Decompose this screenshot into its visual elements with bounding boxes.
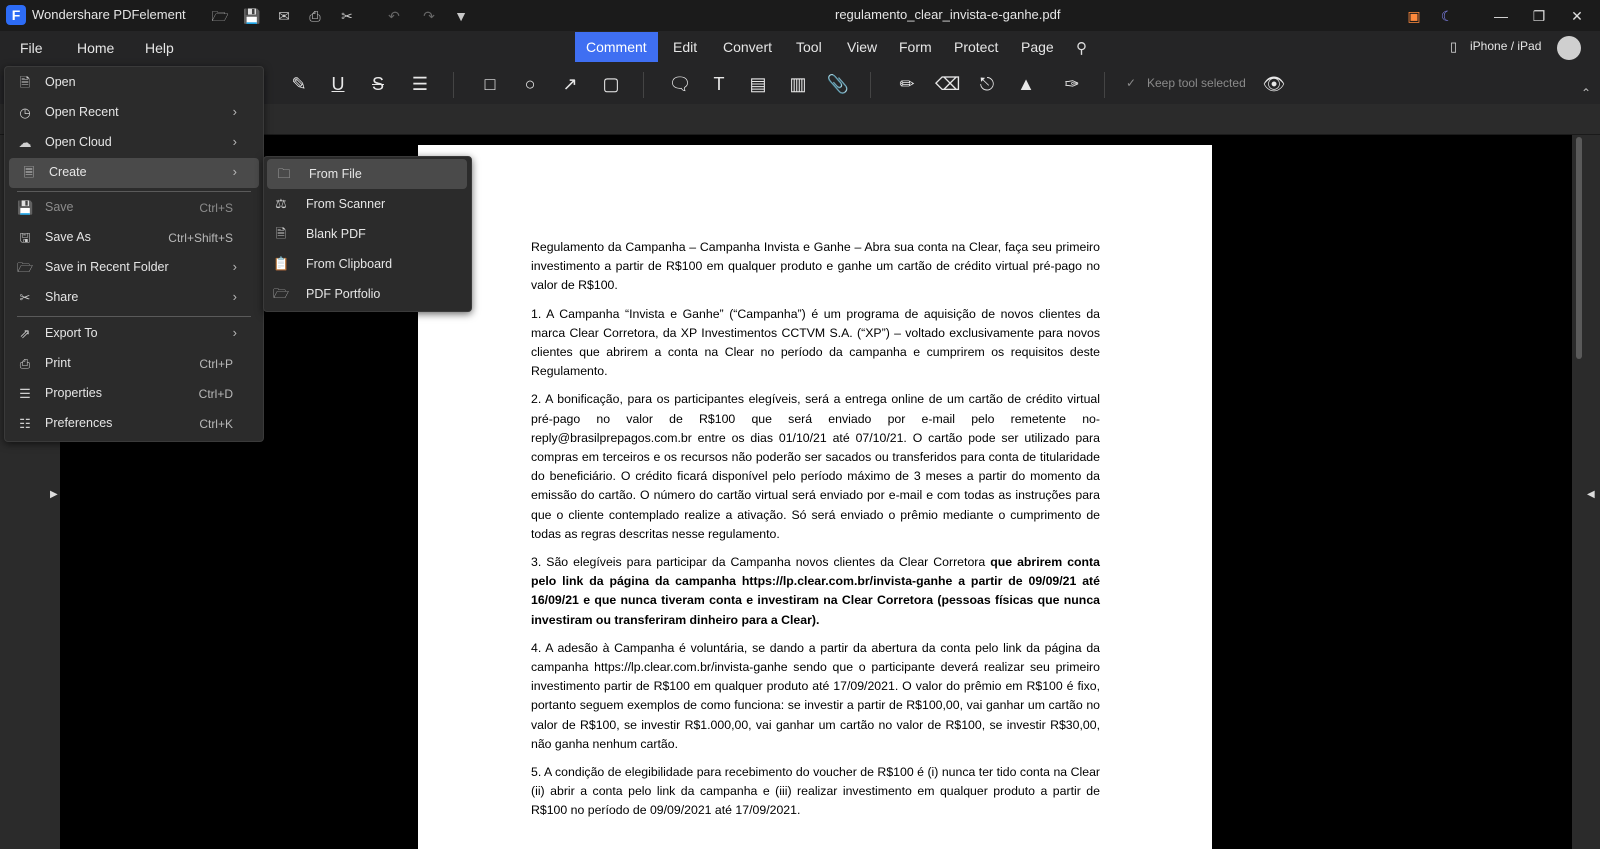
menu-item-export-to[interactable] [5,319,263,349]
chevron-right-icon: › [232,325,237,340]
open-folder-icon: 🗁 [273,286,290,301]
open-file-icon: 🗎 [19,75,31,90]
menu-item-label: Properties [45,386,102,400]
app-logo: F [6,5,26,25]
avatar[interactable] [1557,36,1581,60]
tab-page[interactable]: Page [1021,39,1054,55]
maximize-icon[interactable]: ❐ [1532,8,1546,24]
paragraph-4: 4. A adesão à Campanha é voluntária, se dando a partir da abertura da conta pelo link da página da campanha https://lp.clear.com.br/invista-ganhe sendo que o participante deverá realizar seu primeiro investimento partir de R$100 em qualquer produto até 17/09/2021. O valor do prêmio em R$100 é fixo, portanto seguem exemplos de como funciona: se investir a partir de R$100,00, vai ganhar um cartão no valor de R$100, se investir R$1.000,00, vai ganhar um cartão no valor de R$100, se investir R$30,00, não ganha nenhum cartão. [531,640,1100,751]
submenu-item-label: Blank PDF [306,227,366,241]
strikethrough-icon[interactable]: S [371,74,384,94]
tab-comment[interactable]: Comment [575,32,658,62]
chevron-right-icon: › [232,134,237,149]
minimize-icon[interactable]: — [1494,8,1508,24]
create-submenu [263,156,472,312]
chevron-right-icon: › [232,259,237,274]
menu-item-properties[interactable] [5,379,263,409]
share-icon[interactable]: ✂ [341,8,353,24]
paragraph-intro: Regulamento da Campanha – Campanha Invista e Ganhe – Abra sua conta na Clear, faça seu primeiro investimento a partir de R$100 em qualquer produto e ganhe um cartão de crédito virtual pré-pago no valor de R$100. [531,240,1100,293]
submenu-item-from-file[interactable] [267,159,467,189]
save-icon: 💾 [17,200,34,215]
tab-convert[interactable]: Convert [723,39,773,55]
menu-item-label: Save [45,200,74,214]
arrow-icon[interactable]: ↗ [562,74,578,94]
circle-icon[interactable]: ○ [524,74,536,94]
menu-item-label: Print [45,356,71,370]
note-icon[interactable]: 🗨 [668,74,692,94]
menu-item-shortcut: Ctrl+S [199,201,233,215]
menu-item-label: Save in Recent Folder [45,260,169,274]
submenu-item-label: From Scanner [306,197,386,211]
open-folder-icon[interactable]: 🗁 [211,8,229,24]
menu-item-label: Create [49,165,87,179]
export-icon: ⇗ [19,326,31,341]
menu-item-label: Open [45,75,76,89]
text-callout-icon[interactable]: ▥ [789,74,807,94]
dropdown-icon[interactable]: ▼ [454,8,468,24]
textbox-icon[interactable]: ▤ [749,74,767,94]
menu-item-shortcut: Ctrl+Shift+S [168,231,233,245]
blank-page-icon: 🗎 [275,226,287,241]
save-icon[interactable]: 💾 [243,8,261,24]
highlight-icon[interactable]: ✎ [291,74,307,94]
submenu-item-from-clipboard[interactable] [264,249,471,279]
submenu-item-label: PDF Portfolio [306,287,381,301]
create-icon: 🗏 [23,165,35,180]
toolbar-separator [643,72,644,98]
close-icon[interactable]: ✕ [1571,8,1583,24]
menu-item-shortcut: Ctrl+K [199,417,233,431]
notification-icon[interactable]: ▣ [1407,8,1421,24]
menu-item-open[interactable] [5,68,263,98]
shape-dropdown-icon[interactable]: ▢ [602,74,620,94]
scanner-icon: ⚖ [275,196,287,211]
chevron-right-icon: › [232,104,237,119]
phone-icon: ▯ [1450,39,1458,54]
menu-item-create[interactable] [9,158,259,188]
menu-item-preferences[interactable] [5,409,263,439]
tab-protect[interactable]: Protect [954,39,999,55]
menu-item-label: Open Cloud [45,135,112,149]
menu-item-label: Save As [45,230,91,244]
menu-item-print[interactable] [5,349,263,379]
menu-item-open-cloud[interactable] [5,128,263,158]
collapse-icon[interactable]: ⌃ [1581,86,1592,100]
menu-item-save-in-recent-folder[interactable] [5,253,263,283]
text-align-icon[interactable]: ☰ [411,74,429,94]
folder-save-icon: 🗁 [17,260,34,275]
redo-icon[interactable]: ↷ [423,8,435,24]
text-tool-icon[interactable]: T [713,74,725,94]
tab-form[interactable]: Form [899,39,932,55]
submenu-item-label: From File [309,167,362,181]
underline-icon[interactable]: U [331,74,345,94]
menu-item-label: Preferences [45,416,113,430]
dark-mode-icon[interactable]: ☾ [1440,8,1454,24]
menu-item-label: Export To [45,326,98,340]
toolbar-separator [1104,72,1105,98]
menu-item-label: Share [45,290,79,304]
sliders-icon: ☷ [19,416,31,431]
expand-right-panel-icon[interactable]: ◀ [1587,489,1595,500]
folder-icon: 🗀 [277,166,291,181]
mail-icon[interactable]: ✉ [278,8,290,24]
cloud-icon: ☁ [18,135,32,150]
menu-item-open-recent[interactable] [5,98,263,128]
paragraph-3-normal: 3. São elegíveis para participar da Campanha novos clientes da Clear Corretora [531,555,991,570]
paragraph-3 [531,553,1100,630]
print-icon[interactable]: ⎙ [309,8,321,24]
paragraph-1: 1. A Campanha “Invista e Ganhe” (“Campanha”) é um programa de aquisição de novos clientes da marca Clear Corretora, da XP Investimentos CCTVM S.A. (“XP”) – voltado exclusivamente para novos clientes que abrirem a conta na Clear no período da campanha e cumprirem os requisitos deste Regulamento. [531,306,1100,379]
menu-help[interactable]: Help [145,40,174,56]
undo-icon[interactable]: ↶ [388,8,400,24]
list-icon: ☰ [19,386,31,401]
stamp-dropdown-icon[interactable]: ▲ [1017,74,1035,94]
signature-icon[interactable]: ✑ [1064,74,1080,94]
submenu-item-pdf-portfolio[interactable] [264,279,471,309]
menu-separator [17,316,251,317]
menu-home[interactable]: Home [77,40,115,56]
tab-view[interactable]: View [847,39,878,55]
eraser-icon[interactable]: ⌫ [935,74,961,94]
rectangle-icon[interactable]: □ [484,74,496,94]
vertical-scrollbar[interactable] [1576,137,1582,359]
stamp-icon[interactable]: ⎋ [979,74,995,94]
paragraph-5: 5. A condição de elegibilidade para recebimento do voucher de R$100 é (i) nunca ter tido conta na Clear (ii) abrir a conta pelo link da campanha e (iii) realizar investimento em qualquer produto a partir de R$100 no período de 09/09/2021 até 17/09/2021. [531,765,1100,818]
tab-tool[interactable]: Tool [796,39,822,55]
menu-item-save-as[interactable] [5,223,263,253]
menu-file[interactable]: File [20,40,43,56]
toolbar-separator [870,72,871,98]
submenu-item-blank-pdf[interactable] [264,219,471,249]
toolbar-separator [453,72,454,98]
menu-item-shortcut: Ctrl+P [199,357,233,371]
expand-left-panel-icon[interactable]: ▶ [50,489,58,500]
eye-icon[interactable]: 👁 [1262,74,1286,94]
document-title: regulamento_clear_invista-e-ganhe.pdf [835,7,1061,22]
document-text [531,238,1100,830]
check-icon[interactable]: ✓ [1126,76,1137,90]
search-icon[interactable]: ⚲ [1076,40,1087,57]
menu-separator [17,191,251,192]
attachment-icon[interactable]: 📎 [826,74,850,94]
submenu-item-from-scanner[interactable] [264,189,471,219]
tab-edit[interactable]: Edit [673,39,698,55]
pencil-icon[interactable]: ✏ [899,74,915,94]
device-button[interactable]: iPhone / iPad [1470,39,1542,53]
clipboard-icon: 📋 [273,256,290,271]
title-bar [0,0,1600,31]
paragraph-2: 2. A bonificação, para os participantes elegíveis, será a entrega online de um cartão de crédito virtual pré-pago no valor de R$100 que será enviado por e-mail pelo remetente no-reply@brasilprepagos.com.br entre os dias 01/10/21 até 07/10/21. O cartão pode ser utilizado para compras em terceiros e os recursos não poderão ser sacados ou transferidos para conta de titularidade do beneficiário. O crédito ficará disponível pelo período máximo de 3 meses a partir do momento da emissão do cartão. O número do cartão virtual será enviado por e-mail e com todas as instruções para que o cliente contemplado realize a ativação. Só será enviado o prêmio mediante o cumprimento de todas as regras descritas nesse regulamento. [531,392,1100,541]
save-as-icon: 🖫 [19,230,31,245]
clock-icon: ◷ [19,105,31,120]
submenu-item-label: From Clipboard [306,257,393,271]
file-menu [4,66,264,442]
menu-item-share[interactable] [5,283,263,313]
keep-tool-selected-toggle[interactable]: Keep tool selected [1147,76,1246,90]
print-icon: ⎙ [19,356,31,371]
share-icon: ✂ [19,290,31,305]
chevron-right-icon: › [232,164,237,179]
paragraph-3-bold: que abrirem conta pelo link da página da campanha https://lp.clear.com.br/invista-ganhe a partir de 09/09/21 até 16/09/21 e que nunca tiveram conta e investiram na Clear Corretora (pessoas físicas que nunca investiram ou transferiram dinheiro para a Clear). [531,555,1100,627]
menu-item-save[interactable] [5,193,263,223]
menu-item-shortcut: Ctrl+D [198,387,233,401]
chevron-right-icon: › [232,289,237,304]
app-name: Wondershare PDFelement [32,7,186,22]
menu-item-label: Open Recent [45,105,119,119]
